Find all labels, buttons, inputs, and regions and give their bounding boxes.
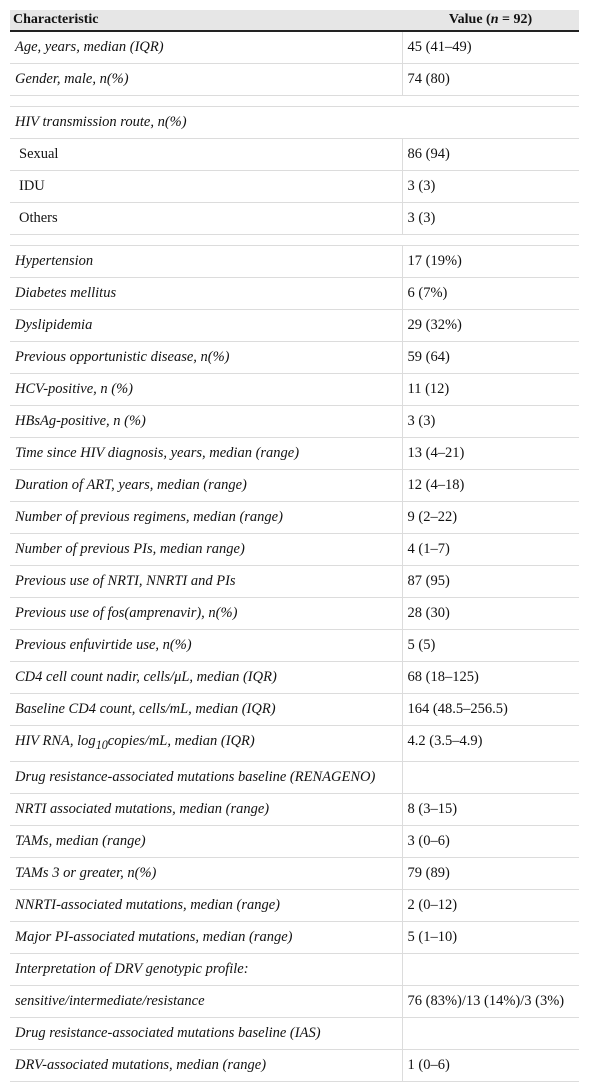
- row-value: 68 (18–125): [402, 662, 579, 694]
- table-row: [10, 171, 579, 203]
- row-label: NRTI associated mutations, median (range): [10, 793, 402, 825]
- table-row: [10, 694, 579, 726]
- table-row: [10, 889, 579, 921]
- table-row: [10, 793, 579, 825]
- row-value: 8 (3–15): [402, 793, 579, 825]
- table-row: [10, 502, 579, 534]
- row-label: Duration of ART, years, median (range): [10, 470, 402, 502]
- row-value: 1 (0–6): [402, 1049, 579, 1081]
- value-header: [402, 10, 579, 31]
- table-row: [10, 342, 579, 374]
- row-label: sensitive/intermediate/resistance: [10, 985, 402, 1017]
- row-label: Drug resistance-associated mutations baseline (RENAGENO): [10, 761, 402, 793]
- table-row: [10, 857, 579, 889]
- row-label: Interpretation of DRV genotypic profile:: [10, 953, 402, 985]
- row-label-pre: HIV RNA, log: [15, 733, 96, 749]
- value-header-n: n: [490, 12, 499, 27]
- row-label: Major PI-associated mutations, median (range): [10, 921, 402, 953]
- row-value: 17 (19%): [402, 246, 579, 278]
- characteristics-table: [10, 10, 579, 1082]
- row-label: Number of previous PIs, median range): [10, 534, 402, 566]
- row-label: Previous use of fos(amprenavir), n(%): [10, 598, 402, 630]
- row-label: Gender, male, n(%): [10, 64, 402, 96]
- row-value: 76 (83%)/13 (14%)/3 (3%): [402, 985, 579, 1017]
- table-row: [10, 761, 579, 793]
- row-label: TAMs, median (range): [10, 825, 402, 857]
- row-value: 6 (7%): [402, 278, 579, 310]
- row-label: HCV-positive, n (%): [10, 374, 402, 406]
- table-row: [10, 406, 579, 438]
- value-header-prefix: Value (: [448, 12, 491, 27]
- row-value: 12 (4–18): [402, 470, 579, 502]
- table-row: [10, 662, 579, 694]
- table-row: [10, 107, 579, 139]
- row-label: HBsAg-positive, n (%): [10, 406, 402, 438]
- row-value: 5 (5): [402, 630, 579, 662]
- row-value: 4.2 (3.5–4.9): [402, 726, 579, 762]
- row-label: Drug resistance-associated mutations baseline (IAS): [10, 1017, 402, 1049]
- row-label: HIV transmission route, n(%): [10, 107, 579, 139]
- row-label: Number of previous regimens, median (range): [10, 502, 402, 534]
- table-row: [10, 534, 579, 566]
- row-value: 9 (2–22): [402, 502, 579, 534]
- row-value: 4 (1–7): [402, 534, 579, 566]
- table-row: [10, 438, 579, 470]
- row-value: 3 (3): [402, 203, 579, 235]
- spacer-row: [10, 235, 579, 246]
- table-row: [10, 310, 579, 342]
- row-value: 74 (80): [402, 64, 579, 96]
- row-label: [10, 726, 402, 762]
- row-label: Previous enfuvirtide use, n(%): [10, 630, 402, 662]
- row-value: 28 (30): [402, 598, 579, 630]
- table-row: [10, 598, 579, 630]
- row-label: Sexual: [10, 139, 402, 171]
- row-value: 3 (0–6): [402, 825, 579, 857]
- row-label: Hypertension: [10, 246, 402, 278]
- table-row: [10, 953, 579, 985]
- row-label: Dyslipidemia: [10, 310, 402, 342]
- table-row: [10, 726, 579, 762]
- row-value: 3 (3): [402, 171, 579, 203]
- row-value: 87 (95): [402, 566, 579, 598]
- row-value: [402, 761, 579, 793]
- value-header-suffix: = 92): [498, 12, 533, 27]
- row-label: Age, years, median (IQR): [10, 31, 402, 64]
- table-row: [10, 1017, 579, 1049]
- table-row: [10, 921, 579, 953]
- row-value: 3 (3): [402, 406, 579, 438]
- table-row: [10, 139, 579, 171]
- row-label: TAMs 3 or greater, n(%): [10, 857, 402, 889]
- table-row: [10, 470, 579, 502]
- row-label: Previous use of NRTI, NNRTI and PIs: [10, 566, 402, 598]
- row-label: Others: [10, 203, 402, 235]
- row-label: Time since HIV diagnosis, years, median (range): [10, 438, 402, 470]
- row-value: [402, 1017, 579, 1049]
- row-value: 2 (0–12): [402, 889, 579, 921]
- row-value: 79 (89): [402, 857, 579, 889]
- spacer-row: [10, 96, 579, 107]
- row-label: DRV-associated mutations, median (range): [10, 1049, 402, 1081]
- table-row: [10, 1049, 579, 1081]
- row-value: 45 (41–49): [402, 31, 579, 64]
- table-row: [10, 566, 579, 598]
- row-value: 11 (12): [402, 374, 579, 406]
- row-label: NNRTI-associated mutations, median (range): [10, 889, 402, 921]
- row-label-post: copies/mL, median (IQR): [107, 733, 255, 749]
- row-label-sub: 10: [95, 737, 108, 752]
- row-label: Baseline CD4 count, cells/mL, median (IQR): [10, 694, 402, 726]
- table-row: [10, 31, 579, 64]
- row-value: 13 (4–21): [402, 438, 579, 470]
- characteristic-header: Characteristic: [10, 10, 402, 31]
- row-value: 5 (1–10): [402, 921, 579, 953]
- table-row: [10, 630, 579, 662]
- row-value: 86 (94): [402, 139, 579, 171]
- table-row: [10, 374, 579, 406]
- table-row: [10, 825, 579, 857]
- row-value: 164 (48.5–256.5): [402, 694, 579, 726]
- row-label: Previous opportunistic disease, n(%): [10, 342, 402, 374]
- row-value: [402, 953, 579, 985]
- table-row: [10, 203, 579, 235]
- table-row: [10, 278, 579, 310]
- table-header-row: [10, 10, 579, 31]
- row-label: Diabetes mellitus: [10, 278, 402, 310]
- table-row: [10, 64, 579, 96]
- table-row: [10, 985, 579, 1017]
- table-row: [10, 246, 579, 278]
- row-value: 59 (64): [402, 342, 579, 374]
- row-label: CD4 cell count nadir, cells/μL, median (IQR): [10, 662, 402, 694]
- row-label: IDU: [10, 171, 402, 203]
- row-value: 29 (32%): [402, 310, 579, 342]
